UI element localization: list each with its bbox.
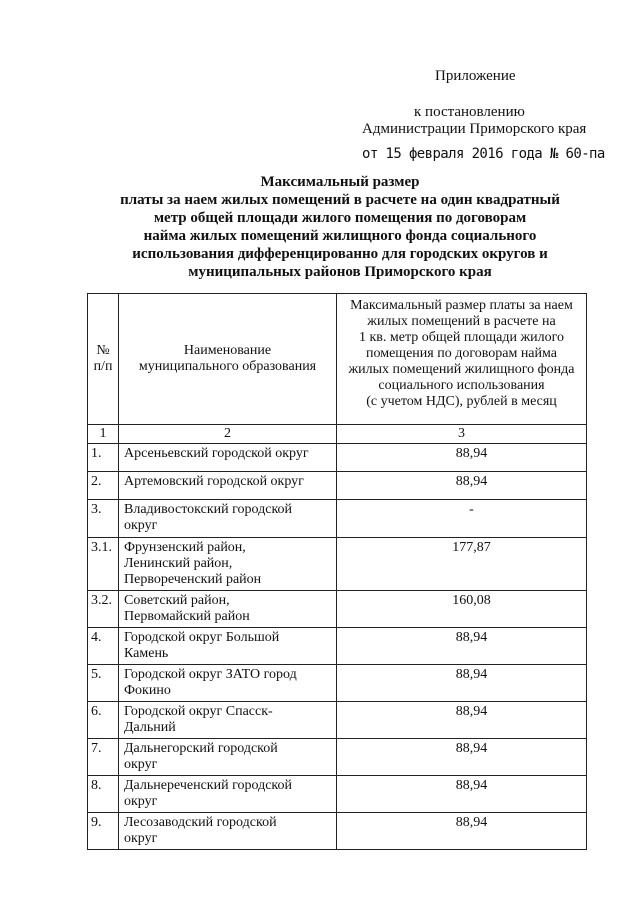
row-number: 7.	[88, 739, 119, 776]
header-value: Максимальный размер платы за наем жилых помещений в расчете на 1 кв. метр общей площади жилого помещения по договорам найма жилых помещений жилищного фонда социального использования (с учетом НДС), рублей в месяц	[337, 294, 587, 425]
appendix-date: от 15 февраля 2016 года № 60-па	[362, 146, 605, 162]
row-number: 2.	[88, 472, 119, 500]
table-row	[88, 500, 587, 538]
table-row	[88, 628, 587, 665]
row-name: Артемовский городской округ	[119, 472, 337, 500]
header-name: Наименование муниципального образования	[119, 294, 337, 425]
table-row	[88, 591, 587, 628]
row-value: 88,94	[337, 776, 587, 813]
row-name: Дальнегорский городской округ	[119, 739, 337, 776]
header-number: № п/п	[88, 294, 119, 425]
row-value: 88,94	[337, 739, 587, 776]
table-row	[88, 538, 587, 591]
appendix-reference: к постановлению	[414, 104, 525, 120]
row-name: Дальнереченский городской округ	[119, 776, 337, 813]
table-row	[88, 739, 587, 776]
row-number: 4.	[88, 628, 119, 665]
title-line: платы за наем жилых помещений в расчете на один квадратный	[120, 192, 560, 208]
column-number-row	[88, 425, 587, 444]
row-value: 88,94	[337, 472, 587, 500]
table-row	[88, 813, 587, 850]
row-value: 177,87	[337, 538, 587, 591]
row-name: Владивостокский городской округ	[119, 500, 337, 538]
row-value: 88,94	[337, 702, 587, 739]
row-name: Фрунзенский район, Ленинский район, Первореченский район	[119, 538, 337, 591]
title-line: найма жилых помещений жилищного фонда социального	[143, 228, 537, 244]
row-number: 1.	[88, 444, 119, 472]
document-title	[60, 173, 620, 281]
title-line: Максимальный размер	[260, 174, 420, 190]
row-number: 3.2.	[88, 591, 119, 628]
row-value: 88,94	[337, 813, 587, 850]
row-name: Арсеньевский городской округ	[119, 444, 337, 472]
row-name: Лесозаводский городской округ	[119, 813, 337, 850]
rates-table	[87, 293, 587, 850]
row-value: 88,94	[337, 628, 587, 665]
column-number: 1	[88, 425, 119, 444]
table-row	[88, 665, 587, 702]
row-value: -	[337, 500, 587, 538]
row-name: Советский район, Первомайский район	[119, 591, 337, 628]
appendix-title: Приложение	[435, 68, 516, 84]
row-number: 9.	[88, 813, 119, 850]
row-value: 160,08	[337, 591, 587, 628]
row-number: 3.1.	[88, 538, 119, 591]
table-row	[88, 702, 587, 739]
row-name: Городской округ Спасск- Дальний	[119, 702, 337, 739]
row-number: 8.	[88, 776, 119, 813]
row-name: Городской округ ЗАТО город Фокино	[119, 665, 337, 702]
row-value: 88,94	[337, 665, 587, 702]
appendix-authority: Администрации Приморского края	[362, 121, 587, 137]
row-name: Городской округ Большой Камень	[119, 628, 337, 665]
row-number: 3.	[88, 500, 119, 538]
title-line: использования дифференцированно для городских округов и	[132, 246, 548, 262]
table-row	[88, 444, 587, 472]
table-row	[88, 472, 587, 500]
row-number: 5.	[88, 665, 119, 702]
row-value: 88,94	[337, 444, 587, 472]
column-number: 3	[337, 425, 587, 444]
table-row	[88, 776, 587, 813]
table-header-row	[88, 294, 587, 425]
column-number: 2	[119, 425, 337, 444]
title-line: метр общей площади жилого помещения по договорам	[153, 210, 527, 226]
title-line: муниципальных районов Приморского края	[188, 264, 492, 280]
row-number: 6.	[88, 702, 119, 739]
